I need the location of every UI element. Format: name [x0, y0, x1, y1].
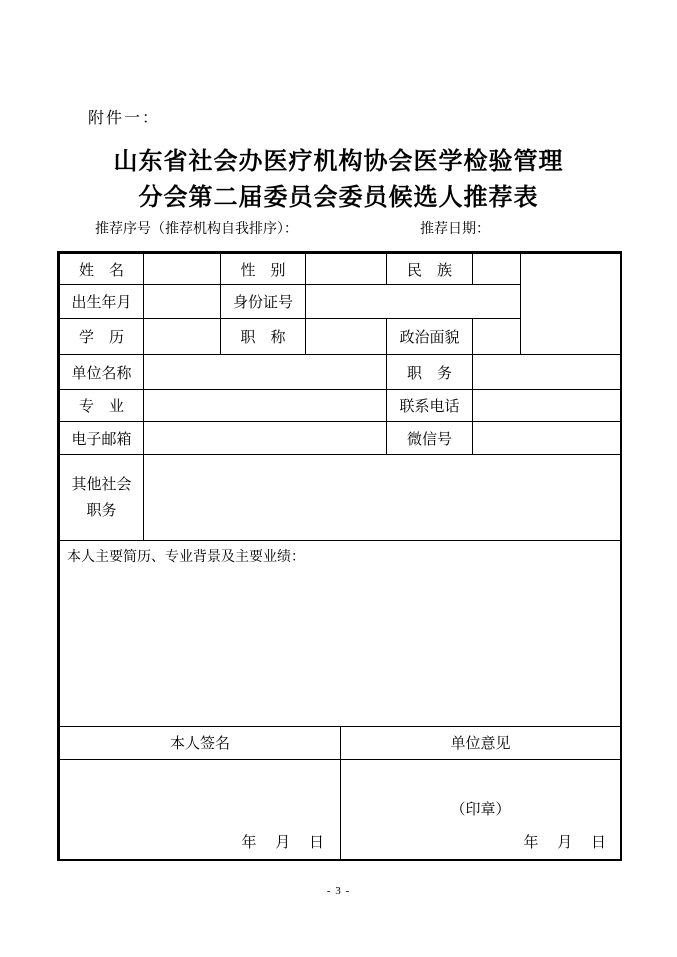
- signature-table: [59, 727, 621, 861]
- email-value-cell: [144, 422, 387, 455]
- signature-area-cell: [60, 759, 341, 860]
- unit-opinion-area-cell: [341, 759, 621, 860]
- title-line-1: 山东省社会办医疗机构协会医学检验管理: [113, 149, 564, 175]
- duty-label: 职 务: [387, 355, 473, 390]
- politics-label: 政治面貌: [387, 319, 473, 355]
- phone-label: 联系电话: [387, 390, 473, 422]
- photo-cell: [521, 254, 621, 355]
- ethnicity-value-cell: [473, 254, 521, 285]
- name-label: 姓 名: [60, 254, 144, 285]
- other-duty-value-cell: [144, 455, 621, 541]
- phone-value-cell: [473, 390, 621, 422]
- name-value-cell: [144, 254, 221, 285]
- resume-label: 本人主要简历、专业背景及主要业绩：: [67, 550, 305, 565]
- prof-title-label: 职 称: [221, 319, 306, 355]
- recommend-date-label: 推荐日期：: [420, 222, 490, 237]
- wechat-label: 微信号: [387, 422, 473, 455]
- signature-date-ymd: 年 月 日: [241, 834, 324, 851]
- unit-value-cell: [144, 355, 387, 390]
- id-label: 身份证号: [221, 285, 306, 319]
- recommend-serial-label: 推荐序号（推荐机构自我排序）：: [95, 222, 298, 237]
- prof-title-value-cell: [306, 319, 387, 355]
- duty-value-cell: [473, 355, 621, 390]
- education-value-cell: [144, 319, 221, 355]
- birth-label: 出生年月: [60, 285, 144, 319]
- politics-value-cell: [473, 319, 521, 355]
- candidate-form-table: [57, 251, 622, 861]
- unit-opinion-label: 单位意见: [341, 727, 621, 759]
- major-label: 专 业: [60, 390, 144, 422]
- education-label: 学 历: [60, 319, 144, 355]
- birth-value-cell: [144, 285, 221, 319]
- other-duty-label-line1: 其他社会: [71, 476, 132, 493]
- signature-label: 本人签名: [60, 727, 341, 759]
- gender-label: 性 别: [221, 254, 306, 285]
- other-duty-label: [60, 455, 144, 541]
- wechat-value-cell: [473, 422, 621, 455]
- page-number: - 3 -: [326, 885, 351, 897]
- seal-placeholder: （印章）: [450, 801, 511, 818]
- unit-date-ymd: 年 月 日: [523, 834, 606, 851]
- attachment-label: 附件一：: [88, 110, 161, 127]
- major-value-cell: [144, 390, 387, 422]
- other-duty-label-line2: 职务: [86, 502, 117, 519]
- id-value-cell: [306, 285, 521, 319]
- info-table: [59, 253, 621, 727]
- ethnicity-label: 民 族: [387, 254, 473, 285]
- resume-section-cell: [60, 541, 621, 727]
- email-label: 电子邮箱: [60, 422, 144, 455]
- document-title: [0, 144, 677, 216]
- title-line-2: 分会第二届委员会委员候选人推荐表: [138, 185, 539, 211]
- unit-label: 单位名称: [60, 355, 144, 390]
- gender-value-cell: [306, 254, 387, 285]
